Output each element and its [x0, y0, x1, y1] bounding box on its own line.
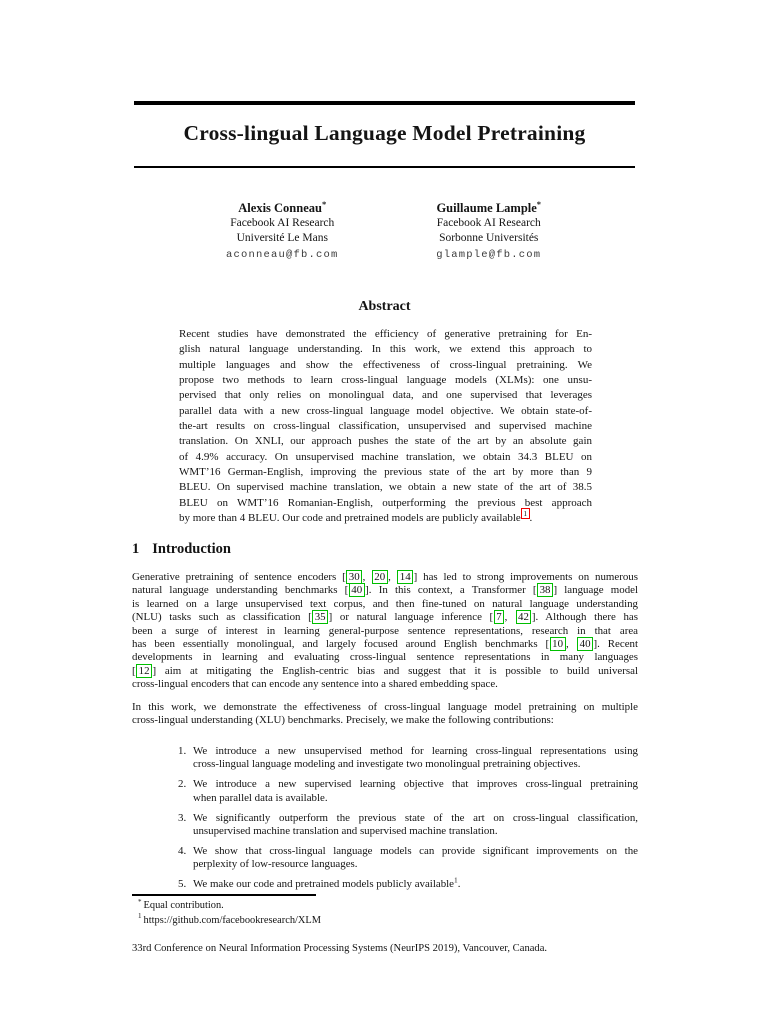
contribution-item [132, 812, 638, 839]
conference-footer: 33rd Conference on Neural Information Processing Systems (NeurIPS 2019), Vancouver, Canada. [132, 943, 548, 954]
footnote-marker: 1 [138, 912, 142, 921]
author-affiliation: Sorbonne Universités [439, 232, 539, 245]
text-line: propose two methods to learn cross-lingual language models (XLMs): one unsu- [179, 374, 592, 387]
text-line: [ 12 ] aim at mitigating the English-centric bias and suggest that it is possible to build universal [132, 664, 638, 677]
text-line: cross-lingual language modeling and investigate two monolingual pretraining objectives. [193, 758, 581, 771]
text-line: is learned on a large unsupervised text corpus, and then fine-tuned on natural language understanding [132, 597, 638, 610]
text-line: cross-lingual encoders that can encode any sentence into a shared embedding space. [132, 678, 498, 691]
footnote-url: https://github.com/facebookresearch/XLM [143, 914, 321, 926]
author-affiliation: Facebook AI Research [436, 217, 541, 230]
equal-contribution-mark: * [536, 198, 542, 209]
author-name-text: Alexis Conneau [238, 201, 322, 215]
equal-contribution-mark: * [321, 198, 327, 209]
text-line: (NLU) tasks such as classification [ 35 ] or natural language inference [ 7 , 42 ]. Although there has [132, 611, 639, 624]
section-number: 1 [132, 541, 140, 557]
footnote-marker: 1 [454, 875, 458, 885]
text-line: developments in learning and evaluating cross-lingual sentence representations in many languages [132, 651, 638, 664]
footnote-rule [132, 894, 316, 896]
text-line: In this work, we demonstrate the effectiveness of cross-lingual language model pretraining on multiple [132, 701, 638, 713]
citation-link[interactable]: 30 [346, 570, 362, 584]
footnote-marker: * [138, 897, 142, 906]
text-line: Generative pretraining of sentence encoders [ 30 , 20 , 14 ] has led to strong improvements on numerous [132, 571, 638, 583]
item-text [193, 778, 638, 805]
author-name [179, 198, 386, 216]
item-number: 1. [178, 745, 187, 757]
item-number: 3. [178, 811, 187, 824]
item-text [193, 745, 638, 772]
text-line: BLEU on WMT’16 Romanian-English, outperforming the previous best approach [179, 496, 592, 509]
section-heading-introduction [132, 541, 231, 558]
citation-link[interactable]: 40 [577, 637, 593, 651]
text-line: by more than 4 BLEU. Our code and pretrained models are publicly available $^1$ . [179, 509, 533, 525]
citation-link[interactable]: 10 [550, 637, 566, 651]
introduction-paragraph-1 [132, 571, 638, 692]
text-line: parallel data with a new cross-lingual language model objective. We obtain state-of- [179, 404, 592, 417]
title-rule-bottom [134, 166, 635, 168]
contribution-item [132, 745, 638, 772]
abstract-heading: Abstract [358, 299, 411, 314]
citation-link[interactable]: 38 [537, 583, 553, 597]
text-line: pervised that only relies on monolingual data, and one supervised that leverages [179, 389, 592, 402]
item-text [193, 875, 638, 891]
contribution-item [132, 875, 638, 891]
text-line: when parallel data is available. [193, 791, 328, 804]
text-line: been a surge of interest in learning general-purpose sentence representations, research in that area [132, 624, 638, 637]
author-affiliation: Facebook AI Research [230, 217, 335, 230]
author-email: aconneau@fb.com [225, 248, 339, 261]
text-line: WMT’16 German-English, improving the previous state of the art by more than 9 [179, 466, 592, 479]
text-line: cross-lingual understanding (XLU) benchmarks. Precisely, we make the following contributions: [132, 714, 554, 727]
text-line: perplexity of low-resource languages. [193, 858, 358, 871]
abstract-text [179, 327, 592, 526]
footnotes-block [132, 899, 638, 928]
paper-title: Cross-lingual Language Model Pretraining [183, 121, 586, 145]
footnote-equal-contribution [132, 899, 638, 914]
authors-row [179, 198, 592, 263]
contribution-item [132, 778, 638, 805]
author-block [386, 198, 593, 263]
citation-link[interactable]: 20 [372, 570, 388, 584]
text-line: We make our code and pretrained models publicly available$^1$. [193, 875, 461, 891]
text-line: natural language understanding benchmarks [ 40 ]. In this context, a Transformer [ 38 ] language model [132, 584, 638, 597]
section-title: Introduction [152, 541, 231, 557]
text-line: Recent studies have demonstrated the efficiency of generative pretraining for En- [179, 328, 592, 340]
author-block [179, 198, 386, 263]
text-line: has been essentially monolingual, and largely focused around English benchmarks [ 10 , 40 ]. Recent [132, 638, 639, 651]
text-line: multiple languages and show the effectiveness of cross-lingual pretraining. We [179, 358, 592, 371]
citation-link[interactable]: 40 [349, 583, 365, 597]
text-line: of 4.9% accuracy. On unsupervised machine translation, we obtain 34.3 BLEU on [179, 450, 592, 463]
text-line: We introduce a new supervised learning objective that improves cross-lingual pretraining [193, 778, 638, 791]
citation-link[interactable]: 14 [397, 570, 413, 584]
contributions-list [132, 745, 638, 898]
item-number: 5. [178, 878, 187, 891]
citation-link[interactable]: 35 [312, 610, 328, 624]
title-rule-top [134, 101, 635, 105]
citation-link[interactable]: 7 [494, 610, 504, 624]
contribution-item [132, 845, 638, 872]
text-line: We introduce a new unsupervised method for learning cross-lingual representations using [193, 745, 638, 757]
text-line: We significantly outperform the previous state of the art on cross-lingual classification, [193, 811, 638, 824]
footnote-link[interactable]: 1 [521, 508, 530, 519]
item-text [193, 845, 638, 872]
introduction-paragraph-2 [132, 701, 638, 728]
footnote-code-url [132, 914, 638, 929]
citation-link[interactable]: 42 [516, 610, 532, 624]
item-number: 4. [178, 844, 187, 857]
text-line: glish natural language understanding. In this work, we extend this approach to [179, 343, 592, 356]
author-affiliation: Université Le Mans [236, 232, 328, 245]
text-line: the-art results on cross-lingual classification, unsupervised and supervised machine [179, 420, 592, 433]
author-email: glample@fb.com [436, 248, 542, 261]
text-line: translation. On XNLI, our approach pushes the state of the art by an absolute gain [179, 435, 592, 448]
text-line: We show that cross-lingual language models can provide significant improvements on the [193, 844, 638, 857]
item-text [193, 812, 638, 839]
author-name [386, 198, 593, 216]
text-line: unsupervised machine translation and supervised machine translation. [193, 825, 498, 838]
text-line: BLEU. On supervised machine translation, we obtain a new state of the art of 38.5 [179, 481, 592, 494]
item-number: 2. [178, 778, 187, 791]
author-name-text: Guillaume Lample [436, 201, 537, 215]
citation-link[interactable]: 12 [136, 664, 152, 678]
footnote-text: Equal contribution. [143, 900, 224, 911]
